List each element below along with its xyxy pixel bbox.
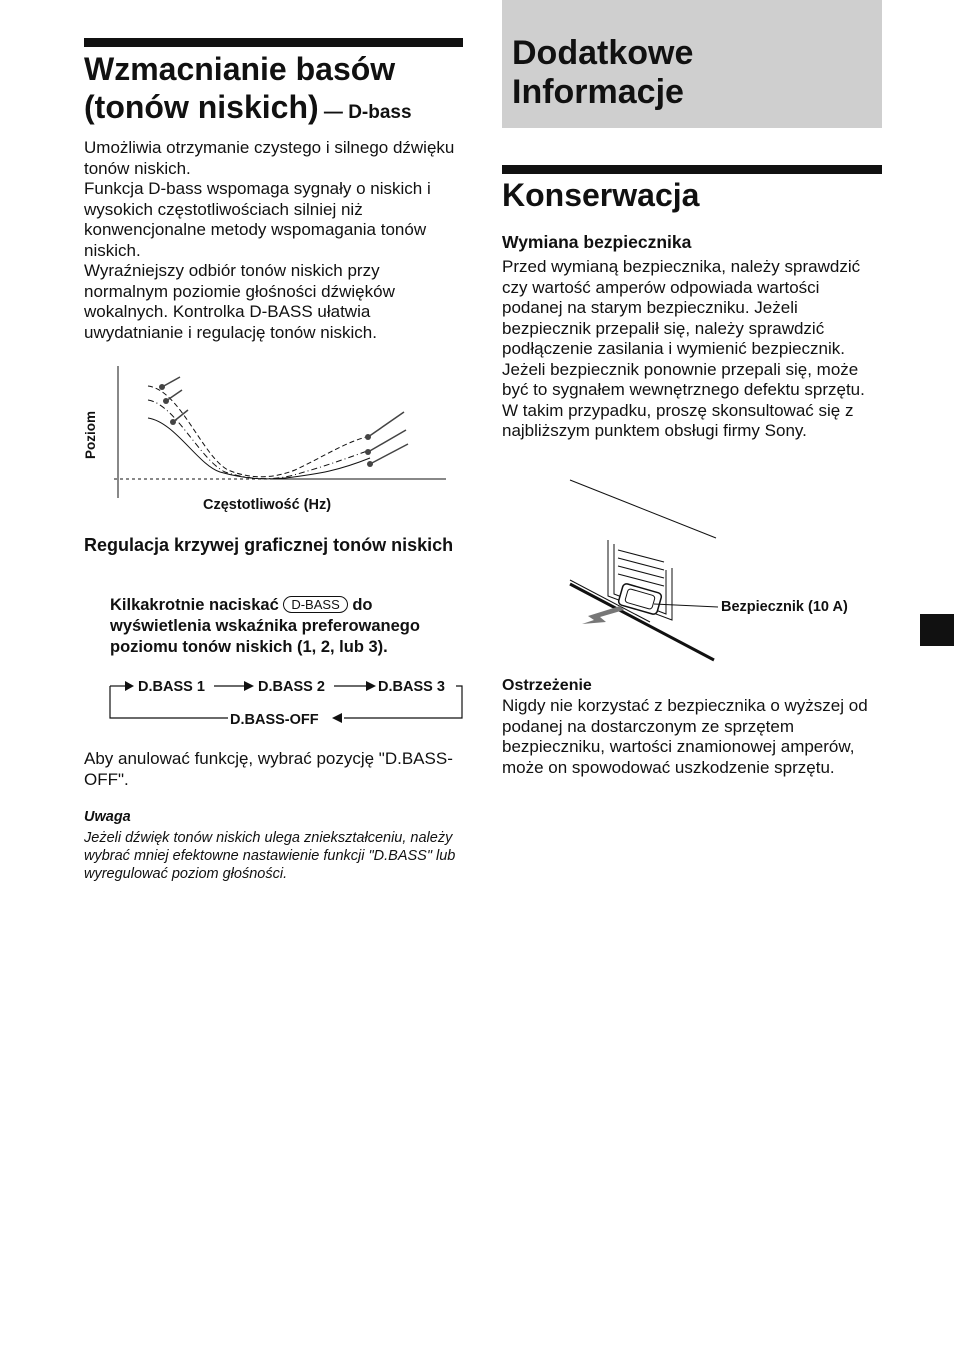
cycle-dbass-1: D.BASS 1 (138, 679, 205, 695)
dbass-cycle-diagram (104, 672, 468, 732)
title-line-2: (tonów niskich) (84, 89, 319, 125)
curve-level-3 (148, 386, 370, 477)
maintenance-title: Konserwacja (502, 177, 700, 213)
section-title-line-1: Dodatkowe (512, 34, 694, 72)
dbass-curve-graph (80, 360, 452, 520)
section-side-tab (920, 614, 954, 646)
instruction-pre: Kilkakrotnie naciskać (110, 596, 284, 614)
note-text: Jeżeli dźwięk tonów niskich ulega zniekształceniu, należy wybrać mniej efektowne nastawienie funkcji "D.BASS" lub wyregulować poziom głośności. (84, 830, 456, 882)
fuse-paragraph: Przed wymianą bezpiecznika, należy sprawdzić czy wartość amperów odpowiada wartości podanej na starym bezpieczniku. Jeżeli bezpiecznik przepalił się, należy sprawdzić podłączenie zasilania i wymienić bezpiecznik. Jeżeli bezpiecznik ponownie przepali się, może być to sygnałem wewnętrznego defektu sprzętu. W takim przypadku, proszę skonsultować się z najbliższym punktem obsługi firmy Sony. (502, 257, 865, 440)
maintenance-heading (502, 176, 699, 214)
page-title-dbass (84, 50, 484, 132)
cycle-dbass-off: D.BASS-OFF (230, 712, 319, 728)
dbass-button[interactable]: D-BASS (283, 596, 347, 613)
title-rule-right (502, 165, 882, 174)
warning-title: Ostrzeżenie (502, 677, 592, 694)
intro-text (84, 138, 464, 343)
intro-paragraph: Funkcja D-bass wspomaga sygnały o niskich i wysokich częstotliwościach silniej niż konwencjonalne metody wspomagania tonów niskich. (84, 179, 431, 260)
instruction-post: do wyświetlenia wskaźnika preferowanego poziomu tonów niskich (1, 2, lub 3). (110, 596, 420, 656)
section-title (512, 34, 872, 112)
note-title: Uwaga (84, 809, 131, 825)
instruction-text (110, 595, 464, 658)
section-title-line-2: Informacje (512, 73, 684, 111)
cancel-text: Aby anulować funkcję, wybrać pozycję "D.BASS-OFF". (84, 749, 453, 789)
curve-adjust-subheading: Regulacja krzywej graficznej tonów niskich (84, 535, 454, 555)
cycle-dbass-3: D.BASS 3 (378, 679, 445, 695)
title-suffix: — D-bass (318, 102, 412, 123)
title-rule-left (84, 38, 463, 47)
x-axis-label: Częstotliwość (Hz) (203, 497, 332, 513)
fuse-label: Bezpiecznik (10 A) (721, 599, 848, 615)
intro-paragraph: Umożliwia otrzymanie czystego i silnego dźwięku tonów niskich. (84, 138, 455, 178)
y-axis-label: Poziom (83, 410, 98, 459)
fuse-subheading: Wymiana bezpiecznika (502, 232, 692, 252)
title-line-1: Wzmacnianie basów (84, 51, 396, 87)
fuse-illustration (560, 476, 900, 666)
cycle-dbass-2: D.BASS 2 (258, 679, 325, 695)
intro-paragraph: Wyraźniejszy odbiór tonów niskich przy normalnym poziomie głośności dźwięków wokalnych. Kontrolka D-BASS ułatwia uwydatnianie i regulację tonów niskich. (84, 261, 395, 342)
warning-text: Nigdy nie korzystać z bezpiecznika o wyższej od podanej na dostarczonym ze sprzętem bezpieczniku, wartości znamionowej amperów, może on spowodować uszkodzenie sprzętu. (502, 696, 868, 777)
